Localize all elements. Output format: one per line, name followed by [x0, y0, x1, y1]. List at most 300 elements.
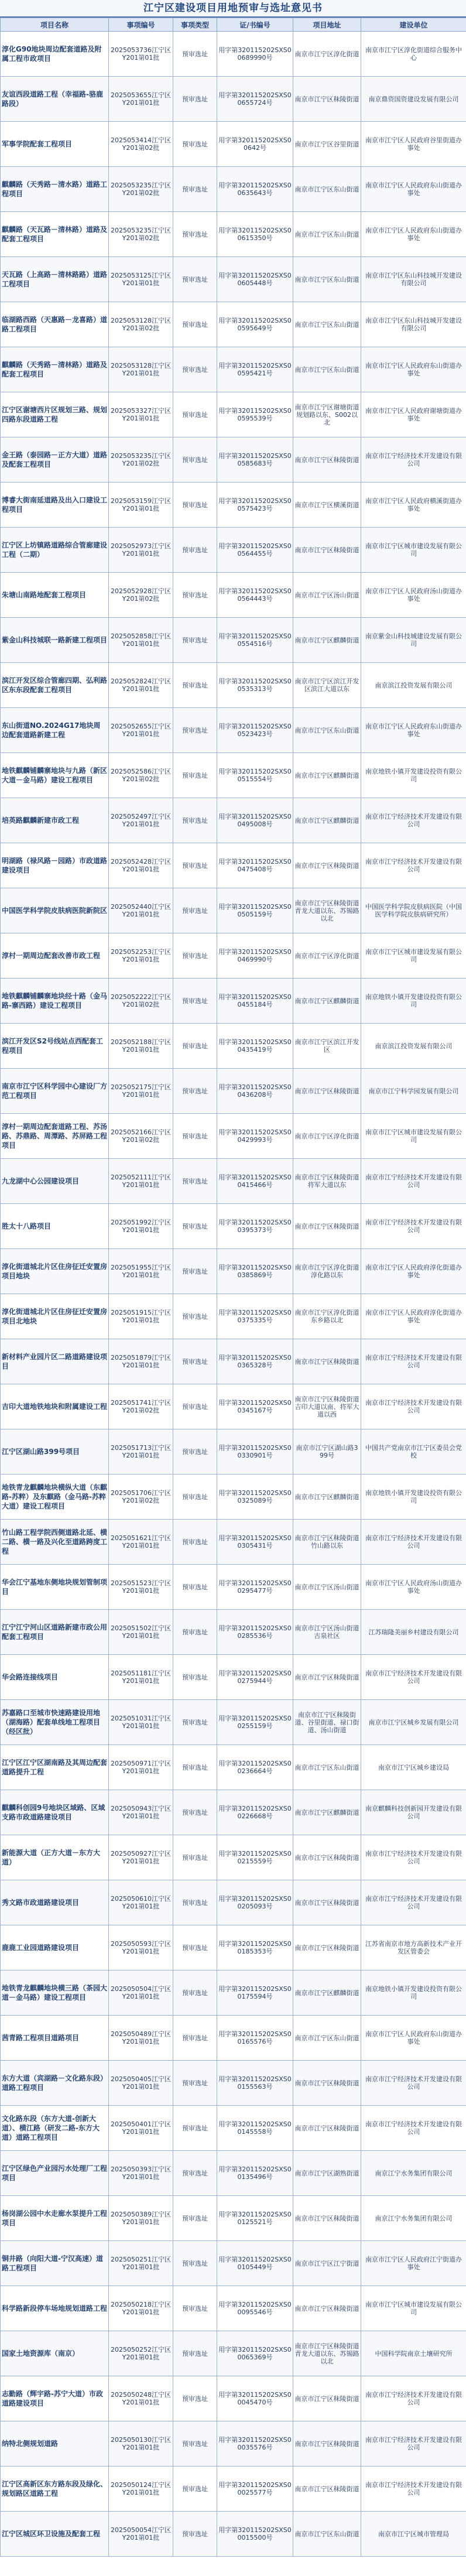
project-address-cell: 南京市江宁区东山街道	[293, 167, 361, 212]
item-number-cell: 2025052973江宁区Y201第01批	[109, 528, 173, 573]
builder-cell: 南京市江宁区人民政府汤山街道办事处	[361, 1565, 466, 1610]
project-name-cell: 博睿大街南延道路及出入口建设工程项目	[1, 483, 109, 528]
item-number-cell: 2025050610江宁区Y201第01批	[109, 1880, 173, 1925]
opinion-table	[0, 18, 466, 2557]
builder-cell: 南京地铁小镇开发建设投资有限公司	[361, 753, 466, 798]
item-number-cell: 2025053159江宁区Y201第01批	[109, 483, 173, 528]
project-name-cell: 吉印大道地铁地块和附属建设工程	[1, 1384, 109, 1429]
builder-cell: 南京市江宁科学园发展有限公司	[361, 1069, 466, 1114]
certificate-number-cell: 用字第320115202SXS00215559号	[217, 1835, 293, 1880]
project-name-cell: 临湖路西路（天惠路－龙喜路）道路工程项目	[1, 302, 109, 347]
certificate-number-cell: 用字第320115202SXS00045470号	[217, 2376, 293, 2421]
table-row	[1, 2286, 466, 2331]
builder-cell: 南京市江宁经济技术开发建设有限公司	[361, 1835, 466, 1880]
item-number-cell: 2025050971江宁区Y201第01批	[109, 1745, 173, 1790]
table-row	[1, 2196, 466, 2241]
table-row	[1, 1790, 466, 1835]
project-name-cell: 明湖路（禄风路－园路）市政道路建设项目	[1, 843, 109, 888]
certificate-number-cell: 用字第320115202SXS00554516号	[217, 618, 293, 663]
project-address-cell: 南京市江宁区秣陵街道	[293, 1835, 361, 1880]
project-address-cell: 南京市江宁区淳化街道	[293, 1114, 361, 1159]
project-name-cell: 秀文路市政道路建设项目	[1, 1880, 109, 1925]
item-type-cell: 预审选址	[173, 1294, 217, 1339]
certificate-number-cell: 用字第320115202SXS00395373号	[217, 1204, 293, 1249]
table-row	[1, 753, 466, 798]
certificate-number-cell: 用字第320115202SXS00523423号	[217, 708, 293, 753]
table-row	[1, 347, 466, 392]
certificate-number-cell: 用字第320115202SXS00325089号	[217, 1475, 293, 1520]
project-address-cell: 南京市江宁区东山街道	[293, 257, 361, 302]
builder-cell: 南京市江宁经济技术开发建设有限公司	[361, 1520, 466, 1565]
item-type-cell: 预审选址	[173, 1384, 217, 1429]
builder-cell: 南京市江宁经济技术开发建设有限公司	[361, 2421, 466, 2466]
project-address-cell: 南京市江宁区秣陵街道	[293, 2196, 361, 2241]
item-number-cell: 2025050252江宁区Y201第01批	[109, 2331, 173, 2376]
table-row	[1, 1294, 466, 1339]
project-address-cell: 南京市江宁区秣陵街道	[293, 528, 361, 573]
project-name-cell: 淳化街道城北片区住房征迁安置房项目北地块	[1, 1294, 109, 1339]
project-name-cell: 竹山路工程学院西侧道路北延、横二路、横一路及兴化至道路跨度工程	[1, 1520, 109, 1565]
item-type-cell: 预审选址	[173, 1655, 217, 1700]
table-row	[1, 663, 466, 708]
table-row	[1, 483, 466, 528]
item-number-cell: 2025050124江宁区Y201第01批	[109, 2466, 173, 2512]
project-address-cell: 南京市江宁区汤山街道古泉社区	[293, 1610, 361, 1655]
table-row	[1, 933, 466, 979]
table-row	[1, 1249, 466, 1294]
item-number-cell: 2025051713江宁区Y201第01批	[109, 1429, 173, 1475]
project-address-cell: 南京市江宁区秣陵街道	[293, 1069, 361, 1114]
certificate-number-cell: 用字第320115202SXS00226668号	[217, 1790, 293, 1835]
item-type-cell: 预审选址	[173, 1971, 217, 2016]
certificate-number-cell: 用字第320115202SXS00564455号	[217, 528, 293, 573]
table-row	[1, 302, 466, 347]
item-number-cell: 2025050054江宁区Y201第01批	[109, 2512, 173, 2557]
builder-cell: 南京地铁小镇开发建设投资有限公司	[361, 1475, 466, 1520]
table-row	[1, 1114, 466, 1159]
builder-cell: 南京江宁水务集团有限公司	[361, 2151, 466, 2196]
item-type-cell: 预审选址	[173, 1114, 217, 1159]
certificate-number-cell: 用字第320115202SXS00615350号	[217, 212, 293, 257]
certificate-number-cell: 用字第320115202SXS00205093号	[217, 1880, 293, 1925]
item-type-cell: 预审选址	[173, 1249, 217, 1294]
item-number-cell: 2025053414江宁区Y201第02批	[109, 122, 173, 167]
item-number-cell: 2025050248江宁区Y201第01批	[109, 2376, 173, 2421]
table-row	[1, 1475, 466, 1520]
project-address-cell: 南京市江宁区淳化街道	[293, 933, 361, 979]
certificate-number-cell: 用字第320115202SXS00595649号	[217, 302, 293, 347]
project-address-cell: 南京市江宁区秣陵街道、谷里街道、禄口街道、汤山街道	[293, 1700, 361, 1745]
item-number-cell: 2025051879江宁区Y201第01批	[109, 1339, 173, 1384]
project-name-cell: 茜青路工程项目道路项目	[1, 2016, 109, 2061]
certificate-number-cell: 用字第320115202SXS00475408号	[217, 843, 293, 888]
project-address-cell: 南京市江宁区秣陵街道	[293, 2286, 361, 2331]
item-type-cell: 预审选址	[173, 1745, 217, 1790]
project-name-cell: 江宁区高新区东方路东段及绿化、规划路区道路工程	[1, 2466, 109, 2512]
project-address-cell: 南京市江宁区秣陵街道	[293, 437, 361, 483]
builder-cell: 南京市江宁区淳化街道综合服务中心	[361, 32, 466, 77]
item-type-cell: 预审选址	[173, 528, 217, 573]
item-type-cell: 预审选址	[173, 77, 217, 122]
table-row	[1, 1565, 466, 1610]
builder-cell: 南京市江宁区城市建设发展有限公司	[361, 2286, 466, 2331]
item-number-cell: 2025050504江宁区Y201第01批	[109, 1971, 173, 2016]
table-row	[1, 2151, 466, 2196]
project-name-cell: 紫金山科技城联一路新建工程项目	[1, 618, 109, 663]
item-type-cell: 预审选址	[173, 1925, 217, 1971]
header-builder: 建设单位	[361, 18, 466, 32]
project-name-cell: 文化路东段（东方大道-创新大道）、横江路（研发二路-东方大道）道路工程项目	[1, 2106, 109, 2151]
table-row	[1, 2106, 466, 2151]
table-row	[1, 2241, 466, 2286]
project-address-cell: 南京市江宁区秣陵街道	[293, 77, 361, 122]
project-address-cell: 南京市江宁区东山街道	[293, 2512, 361, 2557]
project-address-cell: 南京市江宁区东山街道	[293, 1745, 361, 1790]
project-address-cell: 南京市江宁区汤山街道	[293, 573, 361, 618]
project-address-cell: 南京市江宁区秣陵街道	[293, 2061, 361, 2106]
item-type-cell: 预审选址	[173, 437, 217, 483]
project-name-cell: 东方大道（宾湖路－文化路东段）道路工程项目	[1, 2061, 109, 2106]
project-name-cell: 江宁区湖山路399号项目	[1, 1429, 109, 1475]
table-row	[1, 798, 466, 843]
item-number-cell: 2025053235江宁区Y201第02批	[109, 437, 173, 483]
item-type-cell: 预审选址	[173, 1339, 217, 1384]
item-number-cell: 2025050130江宁区Y201第01批	[109, 2421, 173, 2466]
project-address-cell: 南京市江宁区秣陵街道青龙大道以东、苏锡路以北	[293, 2331, 361, 2376]
project-name-cell: 科学路新段停车场地规划道路工程	[1, 2286, 109, 2331]
item-type-cell: 预审选址	[173, 212, 217, 257]
item-number-cell: 2025053655江宁区Y201第01批	[109, 77, 173, 122]
project-name-cell: 地铁青龙麒麟地块横三路（茶园大道－金马路）建设工程项目	[1, 1971, 109, 2016]
builder-cell: 南京市江宁经济技术开发建设有限公司	[361, 2106, 466, 2151]
project-address-cell: 南京市江宁区麒麟街道	[293, 753, 361, 798]
builder-cell: 南京市江宁区东山科技城开发建设有限公司	[361, 302, 466, 347]
certificate-number-cell: 用字第320115202SXS00429993号	[217, 1114, 293, 1159]
table-row	[1, 32, 466, 77]
table-row	[1, 212, 466, 257]
certificate-number-cell: 用字第320115202SXS00095546号	[217, 2286, 293, 2331]
project-name-cell: 麒麟路（天秀路－清水路）道路工程项目	[1, 167, 109, 212]
item-type-cell: 预审选址	[173, 2106, 217, 2151]
table-row	[1, 1610, 466, 1655]
project-name-cell: 地铁青龙麒麟地块横纵大道（东麒路-苏粹）及东麒路（金马路-苏粹大道）建设工程项目	[1, 1475, 109, 1520]
header-project-address: 项目地址	[293, 18, 361, 32]
builder-cell: 南京市江宁经济技术开发建设有限公司	[361, 2061, 466, 2106]
certificate-number-cell: 用字第320115202SXS00125521号	[217, 2196, 293, 2241]
item-type-cell: 预审选址	[173, 2512, 217, 2557]
item-type-cell: 预审选址	[173, 2421, 217, 2466]
project-address-cell: 南京市江宁区谢塘街道规划路以东、S002以北	[293, 392, 361, 437]
item-number-cell: 2025053125江宁区Y201第01批	[109, 257, 173, 302]
item-type-cell: 预审选址	[173, 2376, 217, 2421]
table-row	[1, 1024, 466, 1069]
project-address-cell: 南京市江宁区秣陵街道	[293, 2376, 361, 2421]
item-type-cell: 预审选址	[173, 2196, 217, 2241]
item-type-cell: 预审选址	[173, 1565, 217, 1610]
item-number-cell: 2025050943江宁区Y201第01批	[109, 1790, 173, 1835]
builder-cell: 南京地铁小镇开发建设投资有限公司	[361, 1971, 466, 2016]
builder-cell: 南京市江宁区人民政府汤山街道办事处	[361, 573, 466, 618]
header-item-type: 事项类型	[173, 18, 217, 32]
item-type-cell: 预审选址	[173, 347, 217, 392]
project-address-cell: 南京市江宁区湖山路399号	[293, 1429, 361, 1475]
builder-cell: 南京市江宁经济技术开发建设有限公司	[361, 1880, 466, 1925]
item-type-cell: 预审选址	[173, 618, 217, 663]
table-row	[1, 2376, 466, 2421]
project-name-cell: 铜井路（向阳大道-宁汉高速）道路工程项目	[1, 2241, 109, 2286]
project-address-cell: 南京市江宁区滨江开发区	[293, 1024, 361, 1069]
table-row	[1, 1520, 466, 1565]
project-name-cell: 天瓦路（上高路－清林路路）道路工程项目	[1, 257, 109, 302]
item-type-cell: 预审选址	[173, 798, 217, 843]
project-name-cell: 淳村一期周边配套改善市政工程	[1, 933, 109, 979]
item-type-cell: 预审选址	[173, 573, 217, 618]
builder-cell: 南京市江宁区城市建设发展有限公司	[361, 528, 466, 573]
project-name-cell: 地铁麒麟铺麟寨地块与九路（新区大道－金马路）建设工程项目	[1, 753, 109, 798]
table-row	[1, 1835, 466, 1880]
item-type-cell: 预审选址	[173, 1204, 217, 1249]
certificate-number-cell: 用字第320115202SXS00642号	[217, 122, 293, 167]
project-name-cell: 新材料产业园片区二路道路建设项目	[1, 1339, 109, 1384]
certificate-number-cell: 用字第320115202SXS00155563号	[217, 2061, 293, 2106]
project-name-cell: 培英路麒麟新建市政工程	[1, 798, 109, 843]
header-certificate-number: 证/书编号	[217, 18, 293, 32]
item-number-cell: 2025053327江宁区Y201第01批	[109, 392, 173, 437]
project-name-cell: 麒麟路（天瓦路－清林路）道路及配套工程项目	[1, 212, 109, 257]
certificate-number-cell: 用字第320115202SXS00135496号	[217, 2151, 293, 2196]
item-number-cell: 2025051523江宁区Y201第01批	[109, 1565, 173, 1610]
project-address-cell: 南京市江宁区淳化街道淳化路以东	[293, 1249, 361, 1294]
item-number-cell: 2025050393江宁区Y201第01批	[109, 2151, 173, 2196]
project-name-cell: 中国医学科学院皮肤病医院新院区	[1, 888, 109, 933]
project-name-cell: 杨岗湖公园中水走廊水泵提升工程项目	[1, 2196, 109, 2241]
project-address-cell: 南京市江宁区谷里街道	[293, 122, 361, 167]
certificate-number-cell: 用字第320115202SXS00595421号	[217, 347, 293, 392]
certificate-number-cell: 用字第320115202SXS00655724号	[217, 77, 293, 122]
project-name-cell: 金王路（泰园路－正方大道）道路及配套工程项目	[1, 437, 109, 483]
certificate-number-cell: 用字第320115202SXS00065369号	[217, 2331, 293, 2376]
builder-cell: 南京市江宁区城市建设发展有限公司	[361, 933, 466, 979]
item-type-cell: 预审选址	[173, 663, 217, 708]
certificate-number-cell: 用字第320115202SXS00469990号	[217, 933, 293, 979]
builder-cell: 南京市江宁区人民政府淳化街道办事处	[361, 1249, 466, 1294]
item-type-cell: 预审选址	[173, 483, 217, 528]
item-number-cell: 2025051181江宁区Y201第01批	[109, 1655, 173, 1700]
certificate-number-cell: 用字第320115202SXS00505159号	[217, 888, 293, 933]
project-address-cell: 南京市江宁区秣陵街道	[293, 2466, 361, 2512]
builder-cell: 南京市江宁经济技术开发建设有限公司	[361, 1384, 466, 1429]
builder-cell: 南京紫金山科技城建设发展有限公司	[361, 618, 466, 663]
project-address-cell: 南京市江宁区麒麟街道	[293, 979, 361, 1024]
item-number-cell: 2025051706江宁区Y201第02批	[109, 1475, 173, 1520]
builder-cell: 南京市江宁区城市管理局	[361, 2512, 466, 2557]
table-row	[1, 1429, 466, 1475]
builder-cell: 南京市江宁经济技术开发建设有限公司	[361, 843, 466, 888]
item-number-cell: 2025051621江宁区Y201第01批	[109, 1520, 173, 1565]
table-row	[1, 979, 466, 1024]
project-name-cell: 淳村一期周边配套道路工程、苏汤路、苏鼎路、周潭路、苏屏路工程项目	[1, 1114, 109, 1159]
project-address-cell: 南京市江宁区麒麟街道	[293, 1475, 361, 1520]
certificate-number-cell: 用字第320115202SXS00575423号	[217, 483, 293, 528]
project-name-cell: 麒麟科创园9号地块区域路、区域支路市政道路建设项目	[1, 1790, 109, 1835]
table-row	[1, 1925, 466, 1971]
builder-cell: 南京市江宁区人民政府东山街道办事处	[361, 167, 466, 212]
project-address-cell: 南京市江宁区东山街道	[293, 2016, 361, 2061]
item-type-cell: 预审选址	[173, 1024, 217, 1069]
item-number-cell: 2025053128江宁区Y201第02批	[109, 302, 173, 347]
project-name-cell: 江宁区上坊镇路道路综合管廊建设工程（二期）	[1, 528, 109, 573]
project-address-cell: 南京市江宁区秣陵街道吉印大道以南、将军大道以西	[293, 1384, 361, 1429]
builder-cell: 南京市江宁经济技术开发建设有限公司	[361, 1655, 466, 1700]
item-number-cell: 2025052428江宁区Y201第01批	[109, 843, 173, 888]
project-name-cell: 志勤路（辉宇路-苏宁大道）市政道路建设项目	[1, 2376, 109, 2421]
project-name-cell: 新能源大道（正方大道－东方大道）	[1, 1835, 109, 1880]
item-number-cell: 2025052111江宁区Y201第01批	[109, 1159, 173, 1204]
certificate-number-cell: 用字第320115202SXS00165576号	[217, 2016, 293, 2061]
table-row	[1, 888, 466, 933]
builder-cell: 江苏省南京市地方高新技术产业开发区管委会	[361, 1925, 466, 1971]
certificate-number-cell: 用字第320115202SXS00564443号	[217, 573, 293, 618]
item-type-cell: 预审选址	[173, 2151, 217, 2196]
item-number-cell: 2025053128江宁区Y201第01批	[109, 347, 173, 392]
table-row	[1, 437, 466, 483]
certificate-number-cell: 用字第320115202SXS00595539号	[217, 392, 293, 437]
item-type-cell: 预审选址	[173, 167, 217, 212]
project-address-cell: 南京市江宁区秣陵街道	[293, 1339, 361, 1384]
table-row	[1, 1655, 466, 1700]
builder-cell: 南京鼎资国资建设发展有限公司	[361, 77, 466, 122]
item-type-cell: 预审选址	[173, 32, 217, 77]
builder-cell: 南京市江宁经济技术开发建设有限公司	[361, 798, 466, 843]
project-address-cell: 南京市江宁区滨江开发区滨江大道以东	[293, 663, 361, 708]
item-type-cell: 预审选址	[173, 1520, 217, 1565]
certificate-number-cell: 用字第320115202SXS00435419号	[217, 1024, 293, 1069]
header-project-name: 项目名称	[1, 18, 109, 32]
table-row	[1, 257, 466, 302]
table-row	[1, 122, 466, 167]
item-number-cell: 2025050927江宁区Y201第01批	[109, 1835, 173, 1880]
builder-cell: 南京市江宁区人民政府谢塘街道办事处	[361, 392, 466, 437]
table-row	[1, 1971, 466, 2016]
item-type-cell: 预审选址	[173, 2286, 217, 2331]
item-number-cell: 2025052188江宁区Y201第01批	[109, 1024, 173, 1069]
header-item-number: 事项编号	[109, 18, 173, 32]
certificate-number-cell: 用字第320115202SXS00035576号	[217, 2421, 293, 2466]
project-name-cell: 地铁麒麟铺麟寨地块经十路（金马路-寨西路）建设工程项目	[1, 979, 109, 1024]
builder-cell: 南京麒麟科技创新园开发建设有限公司	[361, 1790, 466, 1835]
certificate-number-cell: 用字第320115202SXS00185353号	[217, 1925, 293, 1971]
project-name-cell: 苏嘉路口至城市快速路建设用地（湖海路）配套单线地工程项目（经区批）	[1, 1700, 109, 1745]
builder-cell: 南京市江宁经济技术开发建设有限公司	[361, 1159, 466, 1204]
certificate-number-cell: 用字第320115202SXS00385869号	[217, 1249, 293, 1294]
item-number-cell: 2025050593江宁区Y201第01批	[109, 1925, 173, 1971]
project-name-cell: 江宁区城区环卫设施及配套工程	[1, 2512, 109, 2557]
certificate-number-cell: 用字第320115202SXS00105449号	[217, 2241, 293, 2286]
builder-cell: 南京市江宁经济技术开发建设有限公司	[361, 2376, 466, 2421]
item-number-cell: 2025053235江宁区Y201第02批	[109, 212, 173, 257]
table-row	[1, 1700, 466, 1745]
builder-cell: 南京市江宁区人民政府横溪街道办事处	[361, 483, 466, 528]
item-number-cell: 2025050401江宁区Y201第01批	[109, 2106, 173, 2151]
item-type-cell: 预审选址	[173, 257, 217, 302]
certificate-number-cell: 用字第320115202SXS00605448号	[217, 257, 293, 302]
table-row	[1, 2016, 466, 2061]
certificate-number-cell: 用字第320115202SXS00255159号	[217, 1700, 293, 1745]
builder-cell: 南京市江宁区人民政府东山街道办事处	[361, 708, 466, 753]
certificate-number-cell: 用字第320115202SXS00689990号	[217, 32, 293, 77]
project-address-cell: 南京市江宁区麒麟街道	[293, 1971, 361, 2016]
project-name-cell: 军事学院配套工程项目	[1, 122, 109, 167]
project-address-cell: 南京市江宁区湖熟街道	[293, 2151, 361, 2196]
certificate-number-cell: 用字第320115202SXS00535313号	[217, 663, 293, 708]
table-row	[1, 1880, 466, 1925]
builder-cell: 南京市江宁区人民政府东山街道办事处	[361, 2016, 466, 2061]
builder-cell: 南京地铁小镇开发建设投资有限公司	[361, 979, 466, 1024]
item-type-cell: 预审选址	[173, 1610, 217, 1655]
project-name-cell: 九龙湖中心公园建设项目	[1, 1159, 109, 1204]
builder-cell: 南京市江宁区人民政府淳化街道办事处	[361, 1294, 466, 1339]
builder-cell: 南京市江宁区城乡建设局	[361, 1745, 466, 1790]
item-type-cell: 预审选址	[173, 302, 217, 347]
certificate-number-cell: 用字第320115202SXS00365328号	[217, 1339, 293, 1384]
project-address-cell: 南京市江宁区秣陵街道	[293, 1925, 361, 1971]
item-type-cell: 预审选址	[173, 1700, 217, 1745]
table-row	[1, 1339, 466, 1384]
certificate-number-cell: 用字第320115202SXS00436208号	[217, 1069, 293, 1114]
project-name-cell: 朱塘山南路地配套工程项目	[1, 573, 109, 618]
table-header-row	[1, 18, 466, 32]
item-number-cell: 2025052858江宁区Y201第01批	[109, 618, 173, 663]
certificate-number-cell: 用字第320115202SXS00515554号	[217, 753, 293, 798]
project-name-cell: 江宁区绿色产业园污水处理厂工程项目	[1, 2151, 109, 2196]
item-number-cell: 2025052253江宁区Y201第01批	[109, 933, 173, 979]
project-address-cell: 南京市江宁区秣陵街道竹山路以东	[293, 1520, 361, 1565]
item-number-cell: 2025051915江宁区Y201第01批	[109, 1294, 173, 1339]
project-name-cell: 纳特北侧规划道路	[1, 2421, 109, 2466]
item-number-cell: 2025053736江宁区Y201第01批	[109, 32, 173, 77]
item-number-cell: 2025051992江宁区Y201第01批	[109, 1204, 173, 1249]
project-address-cell: 南京市江宁区麒麟街道	[293, 798, 361, 843]
item-number-cell: 2025052928江宁区Y201第02批	[109, 573, 173, 618]
project-name-cell: 华会路连接线项目	[1, 1655, 109, 1700]
project-address-cell: 南京市江宁区秣陵街道	[293, 2106, 361, 2151]
item-number-cell: 2025051031江宁区Y201第01批	[109, 1700, 173, 1745]
table-row	[1, 167, 466, 212]
project-address-cell: 南京市江宁区秣陵街道将军大道以东	[293, 1159, 361, 1204]
builder-cell: 江苏瑞隆美丽乡村建设有限公司	[361, 1610, 466, 1655]
table-row	[1, 2061, 466, 2106]
builder-cell: 南京市江宁区人民政府东山街道办事处	[361, 347, 466, 392]
table-row	[1, 573, 466, 618]
project-address-cell: 南京市江宁区秣陵街道青龙大道以东、苏锡路以北	[293, 888, 361, 933]
project-name-cell: 友谊西段道路工程（幸福路-骆鹿路段）	[1, 77, 109, 122]
table-row	[1, 2421, 466, 2466]
project-address-cell: 南京市江宁区淳化街道东乡路以北	[293, 1294, 361, 1339]
certificate-number-cell: 用字第320115202SXS00015500号	[217, 2512, 293, 2557]
table-row	[1, 1384, 466, 1429]
item-number-cell: 2025051955江宁区Y201第01批	[109, 1249, 173, 1294]
project-name-cell: 东山街道NO.2024G17地块周边配套道路新建工程	[1, 708, 109, 753]
item-number-cell: 2025050251江宁区Y201第01批	[109, 2241, 173, 2286]
item-type-cell: 预审选址	[173, 1429, 217, 1475]
item-number-cell: 2025050218江宁区Y201第01批	[109, 2286, 173, 2331]
certificate-number-cell: 用字第320115202SXS00285536号	[217, 1610, 293, 1655]
project-name-cell: 麒麟路（天秀路－清林路）道路及配套工程项目	[1, 347, 109, 392]
item-type-cell: 预审选址	[173, 753, 217, 798]
builder-cell: 中国共产党南京市江宁区委员会党校	[361, 1429, 466, 1475]
builder-cell: 南京市江宁区人民政府江宁街道办事处	[361, 2241, 466, 2286]
certificate-number-cell: 用字第320115202SXS00295477号	[217, 1565, 293, 1610]
